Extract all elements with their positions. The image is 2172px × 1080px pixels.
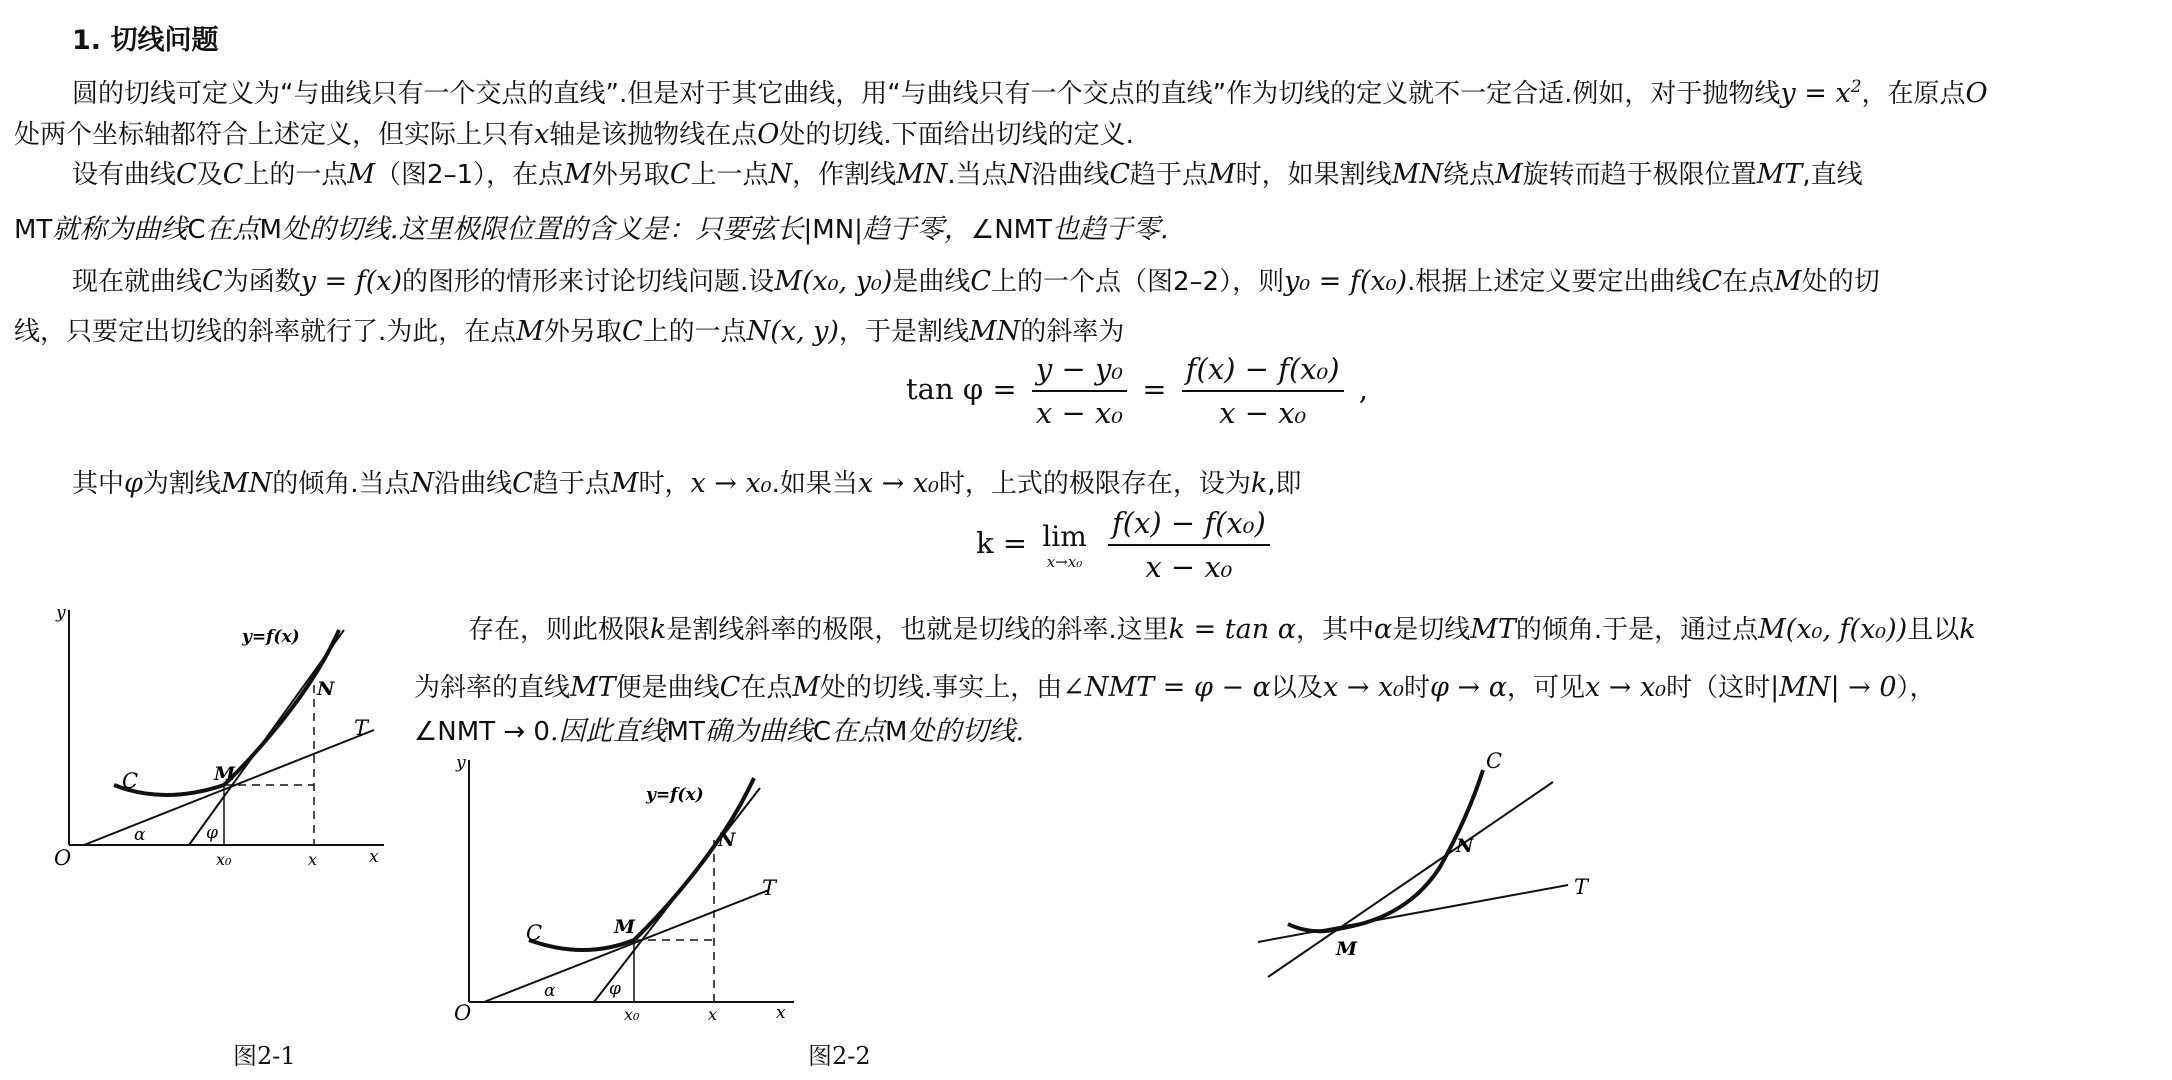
label-func: y=f(x) <box>646 785 704 805</box>
text-run: .当点 <box>947 160 1008 190</box>
paragraph-3-line-1 <box>72 258 1880 306</box>
fraction-limit <box>1108 506 1270 584</box>
label-O: O <box>54 846 72 870</box>
limit-word: lim <box>1042 519 1087 553</box>
text-run: 现在就曲线 <box>72 267 203 297</box>
label-phi: φ <box>206 823 218 843</box>
math-symbol: 趋于零， <box>862 214 971 245</box>
text-run: 时，上式的极限存在，设为 <box>938 469 1251 499</box>
paragraph-5-line-2 <box>414 664 1936 712</box>
tangent-line <box>1258 885 1568 942</box>
math-symbol: k <box>650 614 667 645</box>
label-x0: x₀ <box>624 1005 640 1024</box>
text-run: 外另取 <box>591 160 670 190</box>
text-run: 便是曲线 <box>615 673 720 703</box>
text-run: 时（这时 <box>1666 673 1771 703</box>
text-run: 沿曲线 <box>434 469 513 499</box>
label-T: T <box>1574 875 1589 899</box>
text-run: 线，只要定出切线的斜率就行了.为此，在点 <box>14 317 517 347</box>
label-M: M <box>214 763 236 785</box>
fraction-denominator: x − x₀ <box>1219 396 1307 430</box>
math-symbol: M <box>347 159 376 190</box>
math-symbol: x → x₀ <box>857 468 939 499</box>
math-symbol: α <box>1373 614 1393 645</box>
text-run: 为割线 <box>142 469 221 499</box>
math-symbol: M <box>1774 266 1802 297</box>
text-run: 时， <box>638 469 691 499</box>
math-symbol: C <box>970 266 992 297</box>
math-parabola <box>1780 78 1861 109</box>
text-run: 处的切 <box>1801 267 1880 297</box>
fraction-1 <box>1032 352 1127 430</box>
math-symbol: x → x₀ <box>690 468 772 499</box>
paragraph-2-line-1 <box>72 151 1863 199</box>
label-M: M <box>1336 938 1358 960</box>
paragraph-5-line-3 <box>414 708 1024 756</box>
math-symbol: M <box>1494 159 1523 190</box>
text-run: 以及 <box>1270 673 1323 703</box>
label-x: x <box>708 1005 718 1024</box>
text-run: 在点 <box>740 673 793 703</box>
section-heading: 1. 切线问题 <box>72 25 219 56</box>
curve <box>529 778 754 950</box>
fraction-denominator: x − x₀ <box>1145 550 1233 584</box>
math-symbol: M(x₀, y₀) <box>774 266 893 297</box>
text-run: 处两个坐标轴都符合上述定义，但实际上只有 <box>14 120 535 150</box>
formula-lhs: tan φ = <box>906 372 1017 406</box>
text-run: 绕点 <box>1442 160 1495 190</box>
text-run: 趋于点 <box>1130 160 1209 190</box>
math-symbol: C <box>512 468 533 499</box>
text-run: ,直线 <box>1802 160 1863 190</box>
text-run: 上的一点 <box>642 317 747 347</box>
math-symbol: C <box>719 672 741 703</box>
text-run: 处的切线.事实上，由 <box>820 673 1063 703</box>
formula-limit <box>976 506 1276 584</box>
text-run: 时 <box>1404 673 1431 703</box>
secant-line <box>1268 782 1553 977</box>
text-run: 存在，则此极限 <box>468 615 651 645</box>
math-symbol: MN <box>220 468 273 499</box>
text-run: ∠NMT → 0 <box>414 717 550 747</box>
text-run: 在点 <box>1722 267 1775 297</box>
math-symbol: φ <box>124 468 143 499</box>
formula-comma: , <box>1358 372 1369 406</box>
math-symbol: M <box>564 159 592 190</box>
fraction-numerator: y − y₀ <box>1032 352 1127 392</box>
label-T: T <box>354 716 369 740</box>
text-run: 的图形的情形来讨论切线问题.设 <box>402 267 775 297</box>
label-phi: φ <box>609 979 621 999</box>
math-symbol: N <box>768 159 793 190</box>
text-run: 是切线 <box>1392 615 1471 645</box>
text-run: 轴是该抛物线在点 <box>549 120 758 150</box>
secant-line <box>189 630 344 845</box>
text-run: 其中 <box>72 469 125 499</box>
math-expr: y = x <box>1780 78 1851 109</box>
formula-lhs: k = <box>976 526 1028 560</box>
math-symbol: 也趋于零. <box>1052 214 1169 245</box>
label-C: C <box>122 769 139 793</box>
math-exponent: 2 <box>1850 77 1862 97</box>
text-run: 为斜率的直线 <box>414 673 571 703</box>
limit-operator <box>1042 520 1086 571</box>
text-run: 是割线斜率的极限，也就是切线的斜率.这里 <box>666 615 1169 645</box>
label-M: M <box>614 916 636 938</box>
math-symbol: ∠NMT = φ − α <box>1062 672 1271 703</box>
figure-2-1 <box>44 600 384 890</box>
formula-equals: = <box>1142 372 1167 406</box>
tangent-line <box>484 890 769 1002</box>
label-y-axis: y <box>456 753 466 773</box>
label-x-axis: x <box>776 1003 786 1023</box>
math-symbol: MT <box>1470 614 1516 645</box>
text-run: C <box>187 215 206 245</box>
label-N: N <box>317 678 335 700</box>
text-run: C <box>812 717 832 747</box>
math-symbol: 处的切线. <box>907 716 1025 747</box>
math-symbol: M <box>516 316 544 347</box>
math-symbol: N <box>410 468 435 499</box>
fraction-2 <box>1182 352 1344 430</box>
text-run: 的倾角.于是，通过点 <box>1515 615 1759 645</box>
text-run: |MN| <box>803 215 863 245</box>
text-run: 圆的切线可定义为“与曲线只有一个交点的直线”.但是对于其它曲线，用“与曲线只有一个交点的直线”作为切线的定义就不一定合适.例如，对于抛物线 <box>72 79 1781 109</box>
math-symbol: M(x₀, f(x₀)) <box>1758 614 1908 645</box>
label-func: y=f(x) <box>242 627 300 647</box>
text-run: ∠NMT <box>970 215 1052 245</box>
text-run: 是曲线 <box>892 267 971 297</box>
figure-2-1-caption: 图2-1 <box>233 1042 296 1070</box>
figure-2-2-caption: 图2-2 <box>808 1042 871 1070</box>
math-symbol: 确为曲线 <box>704 716 813 747</box>
math-symbol: MT <box>1756 159 1803 190</box>
math-symbol: 在点 <box>205 214 260 245</box>
math-symbol: O <box>1965 78 1988 109</box>
math-symbol: y = f(x) <box>300 266 403 297</box>
fraction-numerator: f(x) − f(x₀) <box>1182 352 1344 392</box>
paragraph-4 <box>72 460 1302 508</box>
math-symbol: x <box>534 119 550 150</box>
limit-subscript: x→x₀ <box>1046 552 1083 571</box>
math-symbol: N(x, y) <box>746 316 839 347</box>
label-x-axis: x <box>369 847 379 867</box>
math-symbol: C <box>1701 266 1723 297</box>
text-run: ，作割线 <box>792 160 897 190</box>
text-run: ）， <box>1896 673 1936 703</box>
text-run: MT <box>14 215 53 245</box>
text-run: 上的一个点（图2–2），则 <box>991 267 1285 297</box>
fraction-denominator: x − x₀ <box>1035 396 1123 430</box>
figure-secant-sketch <box>1258 749 1598 992</box>
text-run: ，于是割线 <box>838 317 969 347</box>
math-symbol: .因此直线 <box>549 716 667 747</box>
text-run: ，在原点 <box>1861 79 1966 109</box>
text-run: M <box>259 215 282 245</box>
label-O: O <box>454 1001 472 1025</box>
text-run: 时，如果割线 <box>1235 160 1392 190</box>
math-symbol: |MN| → 0 <box>1770 672 1897 703</box>
label-C: C <box>1486 749 1503 773</box>
math-symbol: 处的切线.这里极限位置的含义是：只要弦长 <box>281 214 804 245</box>
text-run: MT <box>666 717 705 747</box>
text-run: M <box>885 717 908 747</box>
math-symbol: MN <box>968 316 1021 347</box>
text-run: ，其中 <box>1295 615 1374 645</box>
text-run: 且以 <box>1907 615 1960 645</box>
math-symbol: 就称为曲线 <box>52 214 188 245</box>
math-symbol: k <box>1959 614 1976 645</box>
math-symbol: x → x₀ <box>1584 672 1667 703</box>
fraction-numerator: f(x) − f(x₀) <box>1108 506 1270 546</box>
math-symbol: y₀ = f(x₀) <box>1284 266 1408 297</box>
paragraph-5-line-1 <box>468 606 1976 654</box>
secant-line <box>594 788 760 1002</box>
math-symbol: C <box>222 159 244 190</box>
paragraph-1-line-1 <box>72 64 1988 118</box>
math-symbol: k <box>1250 468 1268 499</box>
math-symbol: MN <box>1391 159 1443 190</box>
math-symbol: C <box>621 316 643 347</box>
math-symbol: N <box>1007 159 1032 190</box>
label-T: T <box>762 876 777 900</box>
text-run: 及 <box>196 160 223 190</box>
math-symbol: x → x₀ <box>1322 672 1405 703</box>
figure-2-2 <box>444 750 794 1025</box>
formula-secant-slope <box>906 352 1368 430</box>
math-symbol: C <box>202 266 223 297</box>
text-run: 外另取 <box>543 317 622 347</box>
text-run: 上一点 <box>690 160 769 190</box>
math-symbol: M <box>1208 159 1236 190</box>
math-symbol: C <box>176 159 197 190</box>
text-run: 趋于点 <box>532 469 611 499</box>
math-symbol: C <box>669 159 691 190</box>
text-run: 的倾角.当点 <box>272 469 411 499</box>
text-run: （图2–1），在点 <box>375 160 565 190</box>
math-symbol: MN <box>896 159 948 190</box>
math-symbol: M <box>610 468 639 499</box>
text-run: .如果当 <box>771 469 858 499</box>
math-symbol: O <box>757 119 780 150</box>
math-symbol: MT <box>570 672 616 703</box>
math-symbol: C <box>1109 159 1130 190</box>
text-run: 为函数 <box>222 267 301 297</box>
text-run: 上的一点 <box>243 160 348 190</box>
math-symbol: M <box>792 672 821 703</box>
label-alpha: α <box>134 825 146 845</box>
label-x0: x₀ <box>216 850 232 869</box>
text-run: 设有曲线 <box>72 160 177 190</box>
label-x: x <box>308 850 318 869</box>
label-alpha: α <box>544 981 556 1001</box>
text-run: 的斜率为 <box>1020 317 1125 347</box>
label-C: C <box>526 921 543 945</box>
text-run: 处的切线.下面给出切线的定义. <box>779 120 1134 150</box>
text-run: ，可见 <box>1506 673 1585 703</box>
label-y-axis: y <box>56 603 66 623</box>
paragraph-2-line-2 <box>14 206 1169 254</box>
text-run: ,即 <box>1267 469 1302 499</box>
text-run: .根据上述定义要定出曲线 <box>1407 267 1702 297</box>
math-symbol: 在点 <box>831 716 886 747</box>
math-symbol: k = tan α <box>1168 614 1296 645</box>
paragraph-3-line-2 <box>14 308 1124 356</box>
text-run: 沿曲线 <box>1031 160 1110 190</box>
text-run: 旋转而趋于极限位置 <box>1522 160 1757 190</box>
label-N: N <box>718 829 736 851</box>
math-symbol: φ → α <box>1430 672 1507 703</box>
label-N: N <box>1456 835 1474 857</box>
